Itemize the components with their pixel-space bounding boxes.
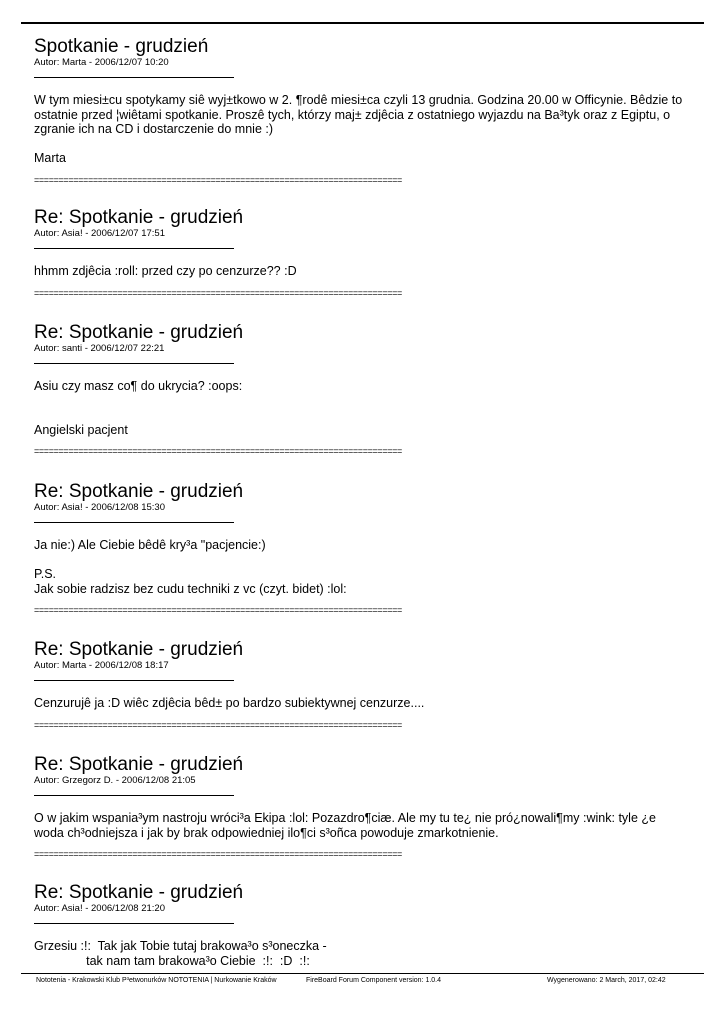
post-line: P.S. — [34, 567, 57, 581]
meta-rule — [34, 363, 234, 364]
post-body — [34, 93, 684, 166]
post-title: Re: Spotkanie - grudzień — [34, 481, 244, 502]
post-body — [34, 939, 684, 968]
post-separator: =========================================================================== — [34, 287, 402, 298]
post-separator: =========================================================================== — [34, 174, 402, 185]
post-body — [34, 811, 684, 840]
post-meta: Autor: Marta - 2006/12/07 10:20 — [34, 57, 169, 68]
post-separator: =========================================================================== — [34, 446, 402, 456]
post-body — [34, 538, 684, 596]
post-line: O w jakim wspania³ym nastroju wróci³a Ekipa :lol: Pozazdro¶ciæ. Ale my tu te¿ nie pró¿nowali¶my :wink: tyle ¿e woda ch³odniejsza i jak by brak odpowiedniej ilo¶ci s³oñca powoduje zmarkotnienie. — [34, 811, 656, 840]
post — [34, 482, 684, 615]
post-meta: Autor: Grzegorz D. - 2006/12/08 21:05 — [34, 775, 196, 786]
top-rule — [21, 22, 704, 24]
post-line: Ja nie:) Ale Ciebie bêdê kry³a "pacjencie:) — [34, 538, 266, 552]
post-line — [34, 408, 684, 423]
post-body — [34, 264, 684, 279]
meta-rule — [34, 522, 234, 523]
post — [34, 208, 684, 298]
footer-site-link[interactable]: Nototenia - Krakowski Klub P³etwonurków NOTOTENIA | Nurkowanie Kraków — [36, 977, 277, 984]
post-title: Re: Spotkanie - grudzień — [34, 882, 244, 903]
meta-rule — [34, 795, 234, 796]
post-body — [34, 379, 684, 437]
post-meta: Autor: santi - 2006/12/07 22:21 — [34, 343, 165, 354]
post-separator: =========================================================================== — [34, 849, 402, 859]
post-line: tak nam tam brakowa³o Ciebie :!: :D :!: — [34, 953, 310, 968]
post — [34, 883, 684, 968]
post — [34, 37, 684, 185]
post-title: Re: Spotkanie - grudzień — [34, 754, 244, 775]
post-line: Angielski pacjent — [34, 422, 128, 437]
post-separator: =========================================================================== — [34, 719, 402, 730]
post-line: Asiu czy masz co¶ do ukrycia? :oops: — [34, 379, 243, 393]
bottom-rule — [21, 973, 704, 974]
post-meta: Autor: Asia! - 2006/12/08 15:30 — [34, 502, 165, 513]
post-meta: Autor: Asia! - 2006/12/08 21:20 — [34, 903, 165, 914]
post-line: Marta — [34, 151, 66, 165]
post-line — [34, 394, 684, 409]
post-line: hhmm zdjêcia :roll: przed czy po cenzurze?? :D — [34, 264, 297, 278]
meta-rule — [34, 77, 234, 78]
meta-rule — [34, 248, 234, 249]
footer-generated: Wygenerowano: 2 March, 2017, 02:42 — [547, 977, 666, 984]
meta-rule — [34, 923, 234, 924]
post-line — [34, 137, 684, 152]
post-line: Cenzurujê ja :D wiêc zdjêcia bêd± po bardzo subiektywnej cenzurze.... — [34, 696, 425, 710]
post-line: Jak sobie radzisz bez cudu techniki z vc (czyt. bidet) :lol: — [34, 581, 347, 596]
post-title: Re: Spotkanie - grudzień — [34, 322, 244, 343]
post-title: Spotkanie - grudzień — [34, 36, 209, 57]
post-separator: =========================================================================== — [34, 605, 402, 615]
post — [34, 323, 684, 456]
post-title: Re: Spotkanie - grudzień — [34, 639, 244, 660]
post-line: Grzesiu :!: Tak jak Tobie tutaj brakowa³o s³oneczka - — [34, 939, 327, 953]
post — [34, 755, 684, 859]
post-title: Re: Spotkanie - grudzień — [34, 207, 244, 228]
post — [34, 640, 684, 730]
post-meta: Autor: Marta - 2006/12/08 18:17 — [34, 660, 169, 671]
post-line: W tym miesi±cu spotykamy siê wyj±tkowo w 2. ¶rodê miesi±ca czyli 13 grudnia. Godzina 20.00 w Officynie. Bêdzie to ostatnie przed ¦wiêtami spotkanie. Proszê tych, którzy maj± zdjêcia z ostatniego wyjazdu na Ba³tyk oraz z Egiptu, o zgranie ich na CD i dostarczenie do mnie :) — [34, 93, 683, 136]
post-line — [34, 553, 684, 568]
post-body — [34, 696, 684, 711]
footer-version: FireBoard Forum Component version: 1.0.4 — [306, 977, 442, 984]
post-meta: Autor: Asia! - 2006/12/07 17:51 — [34, 228, 165, 239]
meta-rule — [34, 680, 234, 681]
